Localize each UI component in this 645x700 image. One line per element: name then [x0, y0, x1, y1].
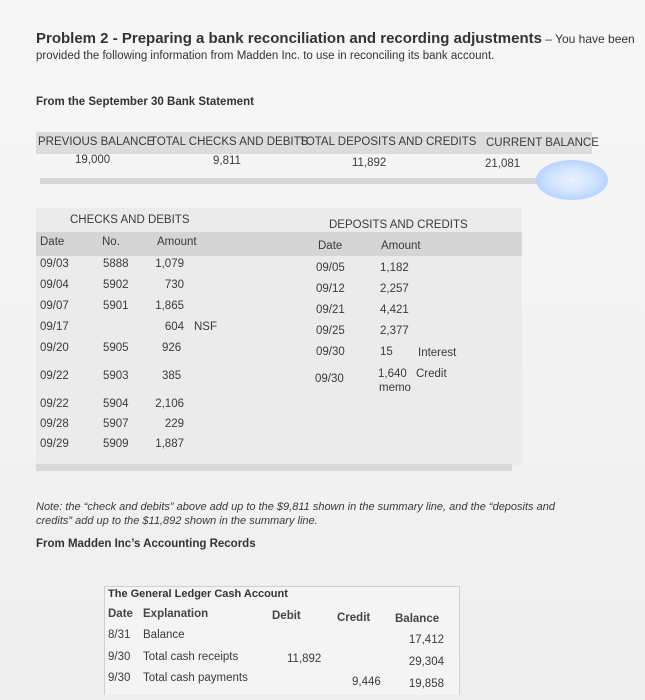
- ledger-title: The General Ledger Cash Account: [108, 588, 288, 600]
- check-amount: 229: [164, 418, 184, 430]
- check-amount: 1,865: [155, 300, 184, 312]
- summary-header-previous-balance: PREVIOUS BALANCE: [38, 136, 155, 148]
- light-glare: [536, 160, 608, 200]
- deposit-amount: 2,257: [380, 283, 409, 295]
- ledger-date: 9/30: [108, 651, 131, 663]
- deposit-date: 09/12: [316, 283, 345, 295]
- checks-col-no: No.: [102, 236, 120, 248]
- deposits-title: DEPOSITS AND CREDITS: [329, 219, 468, 231]
- check-no: 5903: [103, 370, 129, 382]
- summary-header-current-balance: CURRENT BALANCE: [486, 137, 599, 149]
- checks-title: CHECKS AND DEBITS: [70, 214, 190, 226]
- ledger-explanation: Total cash receipts: [143, 651, 239, 663]
- check-no: 5902: [103, 279, 129, 291]
- summary-value-previous-balance: 19,000: [75, 154, 111, 166]
- summary-header-total-deposits: TOTAL DEPOSITS AND CREDITS: [299, 136, 477, 148]
- check-no: 5901: [103, 300, 129, 312]
- check-date: 09/28: [40, 418, 69, 430]
- deposit-amount: 1,640: [378, 368, 407, 380]
- check-amount: 604: [164, 321, 184, 333]
- ledger-credit: 9,446: [352, 676, 381, 688]
- check-date: 09/20: [40, 342, 69, 354]
- ledger-balance: 29,304: [408, 656, 444, 668]
- check-date: 09/22: [40, 370, 69, 382]
- check-amount: 385: [162, 370, 182, 382]
- ledger-col-credit: Credit: [337, 612, 371, 624]
- deposit-date: 09/05: [316, 262, 345, 274]
- page-subtitle: provided the following information from Madden Inc. to use in reconciling its bank account.: [36, 50, 495, 62]
- deposit-date: 09/30: [315, 373, 344, 385]
- check-amount: 1,887: [155, 438, 184, 450]
- summary-value-current-balance: 21,081: [485, 158, 521, 170]
- note-line-2: credits” add up to the $11,892 shown in the summary line.: [36, 515, 318, 527]
- summary-value-total-checks: 9,811: [213, 155, 241, 167]
- deposit-amount: 1,182: [380, 262, 409, 274]
- ledger-explanation: Balance: [143, 629, 185, 641]
- ledger-explanation: Total cash payments: [143, 672, 248, 684]
- ledger-date: 8/31: [108, 629, 131, 641]
- check-no: 5907: [103, 418, 129, 430]
- deposit-date: 09/30: [316, 346, 345, 358]
- check-date: 09/29: [40, 438, 69, 450]
- deposit-amount: 15: [380, 346, 393, 358]
- deposits-col-date: Date: [318, 240, 343, 252]
- ledger-col-debit: Debit: [272, 610, 301, 622]
- check-amount: 2,106: [155, 398, 184, 410]
- deposit-date: 09/25: [316, 325, 345, 337]
- deposit-note-interest: Interest: [418, 347, 457, 359]
- title-rest: – You have been: [541, 32, 635, 46]
- summary-header-total-checks: TOTAL CHECKS AND DEBITS: [150, 136, 309, 148]
- check-date: 09/03: [40, 258, 69, 270]
- reconciliation-note: [36, 500, 555, 528]
- deposit-note-memo: memo: [379, 382, 411, 394]
- check-no: 5888: [103, 258, 129, 270]
- check-note-nsf: NSF: [194, 321, 217, 333]
- summary-value-total-deposits: 11,892: [352, 157, 387, 169]
- ledger-col-date: Date: [108, 608, 133, 620]
- ledger-debit: 11,892: [287, 653, 322, 665]
- ledger-balance: 17,412: [408, 634, 444, 646]
- check-date: 09/17: [40, 321, 69, 333]
- checks-col-date: Date: [40, 236, 65, 248]
- title-bold: Problem 2 - Preparing a bank reconciliation and recording adjustments: [36, 30, 542, 47]
- ledger-balance: 19,858: [408, 678, 444, 690]
- statement-label: From the September 30 Bank Statement: [36, 96, 254, 108]
- checks-col-amount: Amount: [157, 236, 197, 248]
- check-date: 09/04: [40, 279, 69, 291]
- check-amount: 730: [164, 279, 184, 291]
- check-date: 09/07: [40, 300, 69, 312]
- deposit-amount: 2,377: [380, 325, 409, 337]
- deposit-date: 09/21: [316, 304, 345, 316]
- ledger-col-balance: Balance: [395, 613, 440, 625]
- check-no: 5909: [103, 438, 129, 450]
- records-label: From Madden Inc’s Accounting Records: [36, 538, 256, 550]
- deposit-amount: 4,421: [380, 304, 409, 316]
- check-no: 5905: [103, 342, 129, 354]
- check-date: 09/22: [40, 398, 69, 410]
- page-title: [36, 30, 635, 47]
- transactions-table-footer: [36, 464, 512, 471]
- ledger-col-explanation: Explanation: [143, 608, 209, 620]
- note-line-1: Note: the “check and debits” above add up to the $9,811 shown in the summary line, and the “deposits and: [36, 501, 555, 513]
- ledger-date: 9/30: [108, 672, 131, 684]
- deposits-col-amount: Amount: [381, 240, 421, 252]
- summary-divider: [40, 178, 592, 184]
- check-no: 5904: [103, 398, 129, 410]
- check-amount: 926: [162, 342, 182, 354]
- check-amount: 1,079: [155, 258, 184, 270]
- deposit-note-credit: Credit: [416, 368, 447, 380]
